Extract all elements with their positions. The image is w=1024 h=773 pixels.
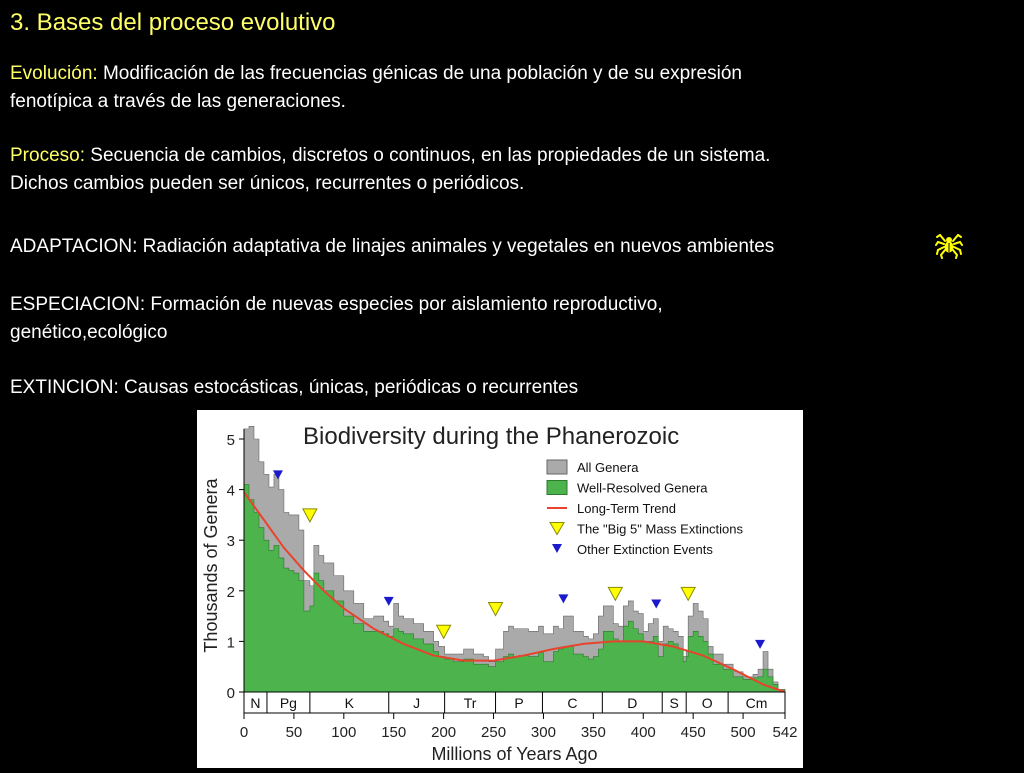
- chart-svg: [197, 410, 803, 768]
- legend-label: Other Extinction Events: [577, 542, 713, 557]
- big5-extinction-marker: [681, 587, 695, 600]
- legend-label: Long-Term Trend: [577, 501, 676, 516]
- period-label: Cm: [745, 695, 768, 711]
- other-extinction-marker: [384, 597, 394, 606]
- x-tick-label: 200: [431, 724, 457, 741]
- legend-swatch-all-genera: [547, 460, 567, 474]
- legend-label: All Genera: [577, 460, 639, 475]
- period-label: C: [567, 695, 578, 711]
- evolucion-label: Evolución:: [10, 63, 98, 84]
- legend-label: Well-Resolved Genera: [577, 480, 708, 496]
- spider-icon: [935, 231, 963, 259]
- slide-title: 3. Bases del proceso evolutivo: [10, 9, 336, 36]
- x-axis-label: Millions of Years Ago: [431, 744, 598, 764]
- legend-label: The "Big 5" Mass Extinctions: [577, 521, 744, 537]
- proceso-label: Proceso:: [10, 145, 85, 166]
- big5-extinction-marker: [608, 587, 622, 600]
- y-tick-label: 3: [226, 533, 235, 551]
- legend-swatch-well-resolved: [547, 481, 567, 495]
- proceso-line-2: Dichos cambios pueden ser únicos, recurrentes o periódicos.: [10, 173, 525, 194]
- x-tick-label: 100: [331, 724, 357, 741]
- evolucion-definition: Modificación de las frecuencias génicas de una población y de su expresión: [102, 63, 742, 84]
- evolucion-line-2: fenotípica a través de las generaciones.: [10, 91, 346, 112]
- big5-extinction-marker: [303, 509, 317, 522]
- x-tick-label: 450: [680, 724, 706, 741]
- period-label: O: [701, 695, 713, 711]
- period-label: N: [250, 695, 261, 711]
- x-tick-label: 150: [381, 724, 407, 741]
- biodiversity-chart: [197, 410, 803, 768]
- x-tick-label: 400: [630, 724, 656, 741]
- other-extinction-marker: [558, 594, 568, 603]
- x-tick-label: 350: [580, 724, 606, 741]
- y-tick-label: 2: [226, 583, 235, 601]
- x-tick-label: 250: [481, 724, 507, 741]
- period-label: J: [413, 695, 421, 711]
- x-tick-label: 300: [530, 724, 556, 741]
- period-label: Tr: [463, 695, 477, 711]
- x-tick-label: 500: [730, 724, 756, 741]
- legend-swatch-big5: [550, 523, 564, 535]
- period-label: D: [627, 695, 638, 711]
- y-tick-label: 1: [226, 634, 235, 652]
- other-extinction-marker: [651, 599, 661, 608]
- period-label: S: [669, 695, 679, 711]
- y-tick-label: 5: [226, 432, 235, 449]
- x-tick-label: 542: [772, 724, 798, 741]
- proceso-definition: Secuencia de cambios, discretos o continuos, en las propiedades de un sistema.: [90, 145, 771, 166]
- legend-swatch-other: [552, 544, 562, 553]
- x-tick-label: 50: [285, 724, 303, 741]
- big5-extinction-marker: [489, 603, 503, 616]
- chart-title: Biodiversity during the Phanerozoic: [303, 423, 680, 450]
- proceso-line-1: [10, 142, 770, 170]
- y-tick-label: 0: [226, 685, 235, 702]
- period-label: Pg: [279, 695, 297, 711]
- period-label: K: [344, 695, 354, 711]
- period-label: P: [514, 695, 524, 711]
- adaptacion-text: ADAPTACION: Radiación adaptativa de linajes animales y vegetales en nuevos ambientes: [10, 236, 775, 257]
- extincion-text: EXTINCION: Causas estocásticas, únicas, periódicas o recurrentes: [10, 377, 579, 398]
- especiacion-line-1: ESPECIACION: Formación de nuevas especies por aislamiento reproductivo,: [10, 294, 663, 315]
- other-extinction-marker: [755, 640, 765, 649]
- y-axis-label: Thousands of Genera: [201, 478, 221, 653]
- especiacion-line-2: genético,ecológico: [10, 322, 168, 343]
- big5-extinction-marker: [437, 625, 451, 638]
- evolucion-line-1: [10, 60, 742, 88]
- y-tick-label: 4: [226, 482, 235, 500]
- x-tick-label: 0: [239, 724, 249, 741]
